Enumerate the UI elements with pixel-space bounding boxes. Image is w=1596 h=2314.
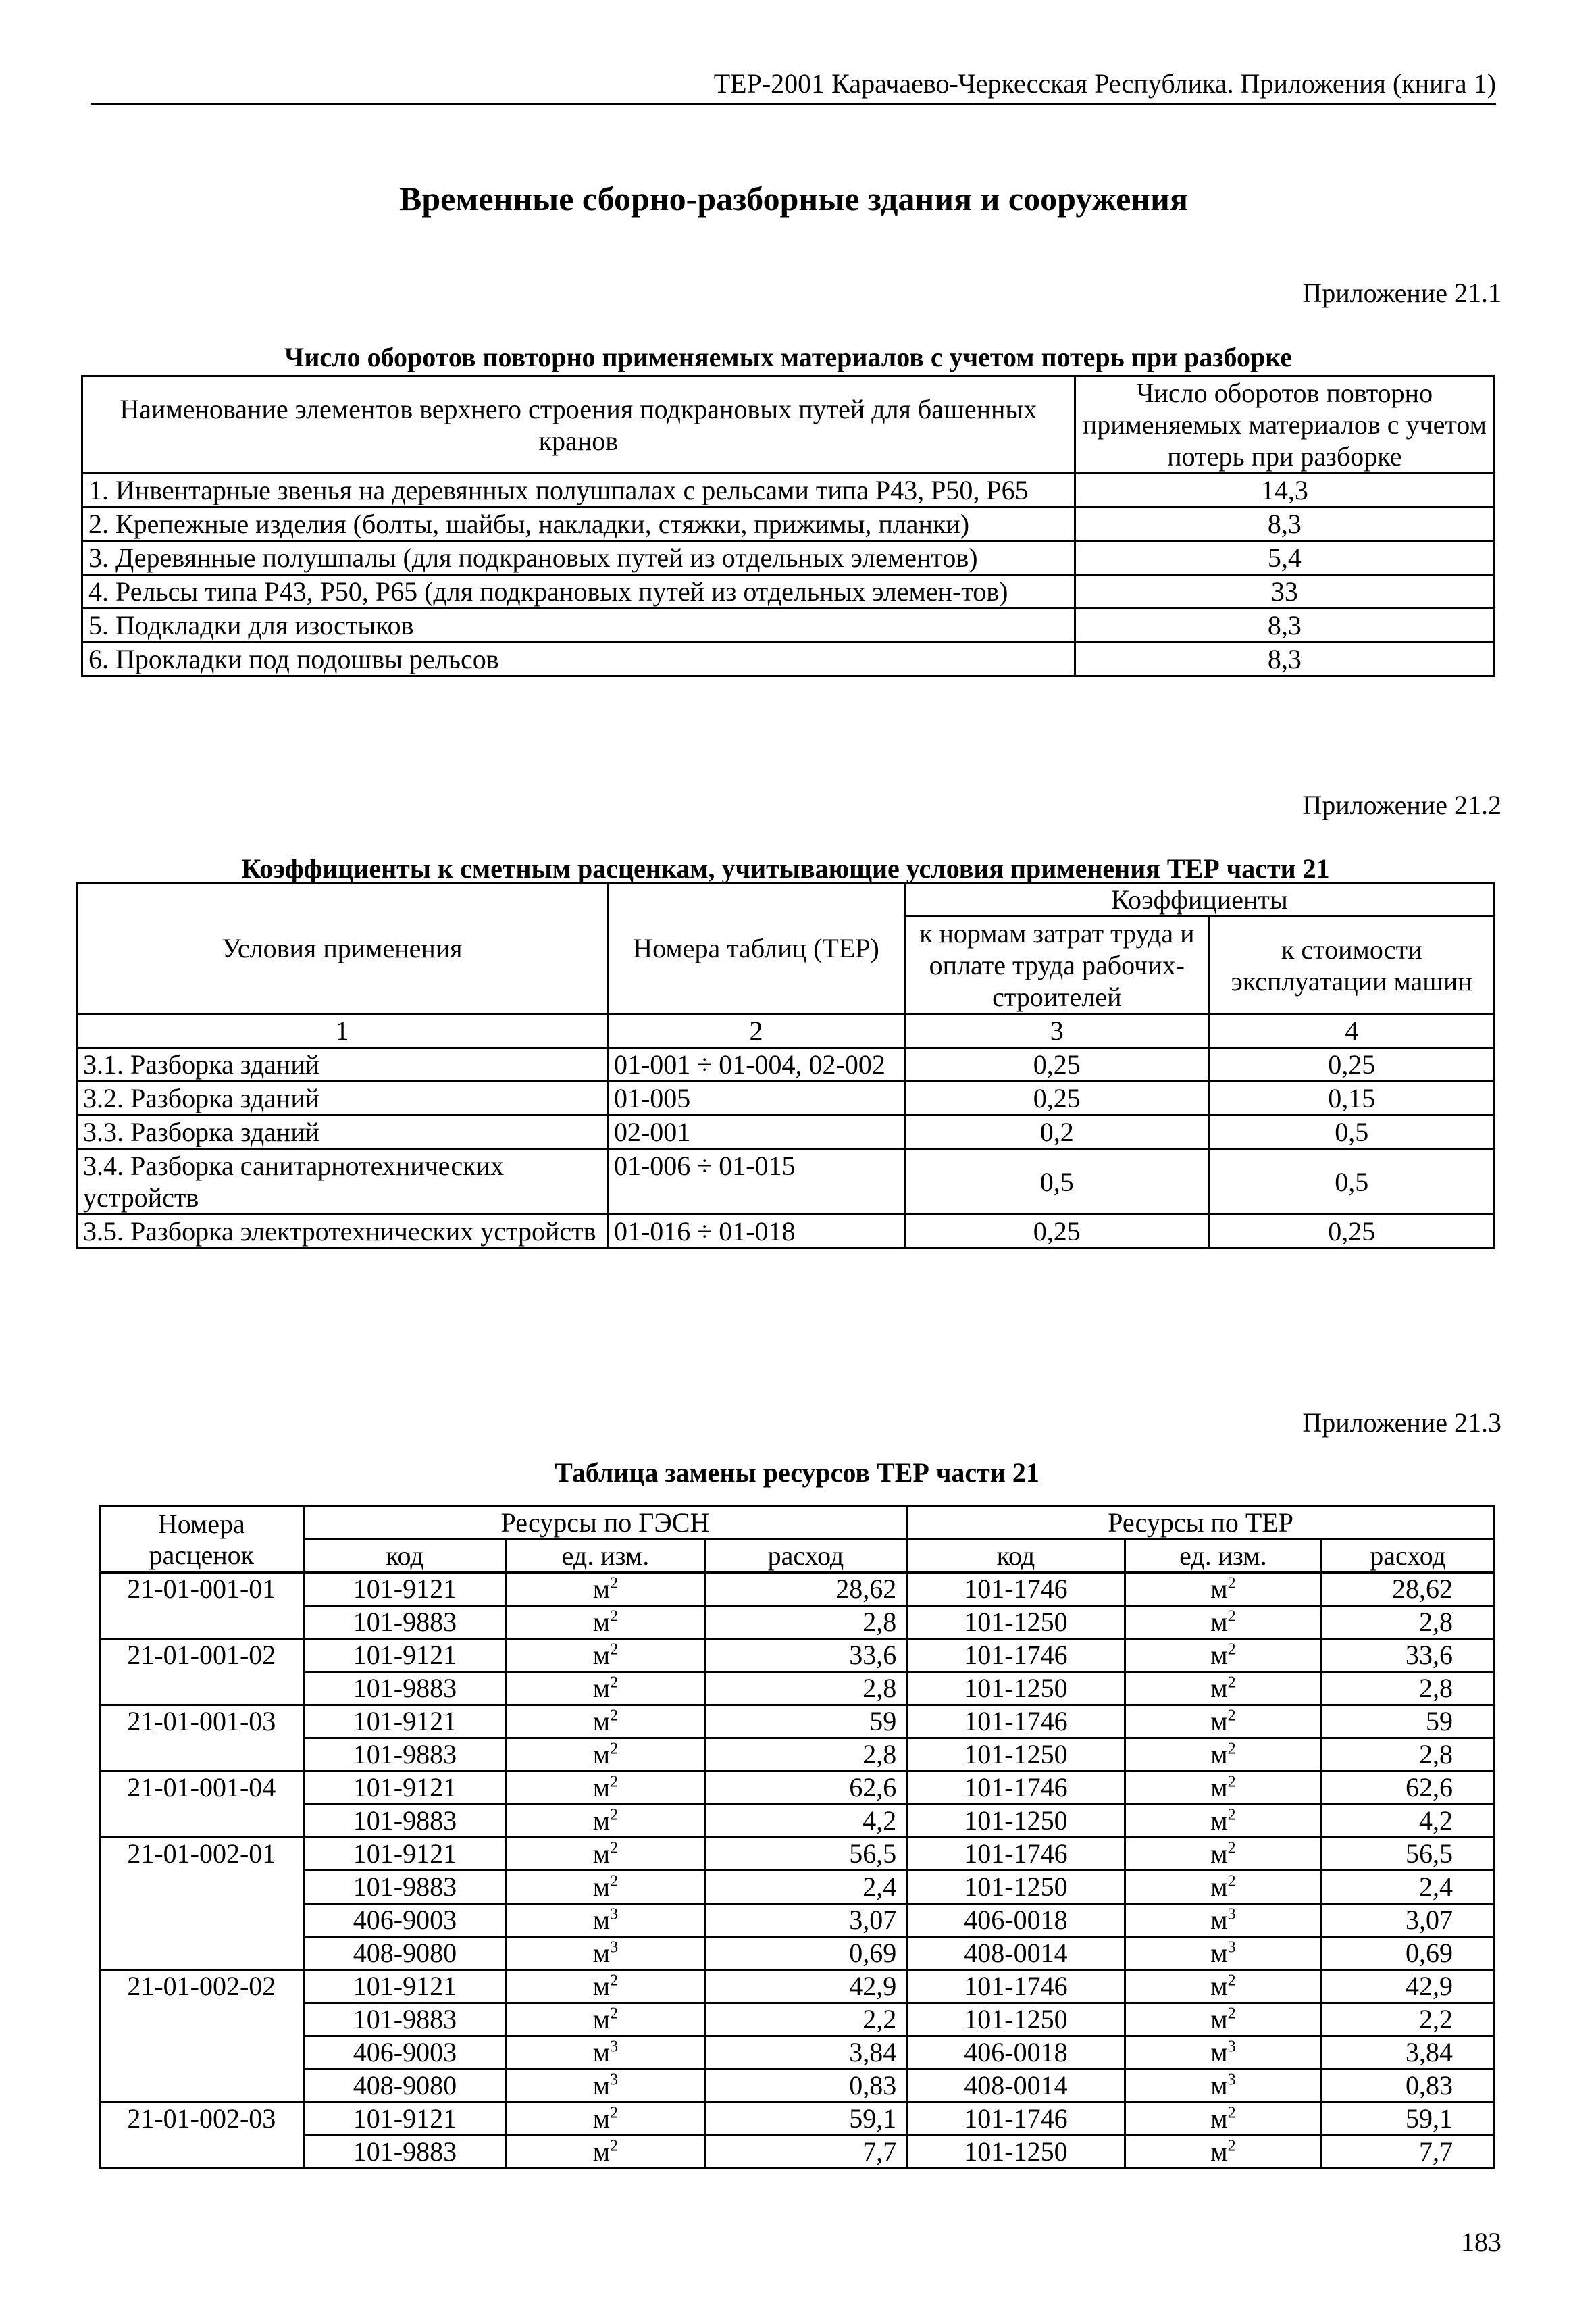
turnover-value: 8,3 — [1075, 609, 1494, 643]
gesn-unit-power: 2 — [610, 1574, 619, 1592]
ter-unit-text: м — [1210, 1971, 1228, 2001]
gesn-code: 101-9121 — [303, 1705, 507, 1738]
column-header-ter-code: код — [907, 1540, 1125, 1573]
machine-coefficient: 0,25 — [1209, 1048, 1495, 1082]
column-header-table-numbers: Номера таблиц (ТЕР) — [607, 883, 904, 1014]
column-header-ter-unit: ед. изм. — [1125, 1540, 1322, 1573]
gesn-unit-text: м — [592, 1938, 611, 1968]
gesn-unit-power: 2 — [610, 1806, 619, 1824]
column-header-gesn-code: код — [303, 1540, 507, 1573]
ter-code: 101-1250 — [907, 1738, 1125, 1771]
gesn-unit-text: м — [592, 2004, 611, 2034]
table-row — [100, 1838, 1495, 1871]
ter-unit — [1125, 1771, 1322, 1805]
gesn-unit-power: 2 — [610, 2137, 619, 2155]
column-header-coefficients: Коэффициенты — [905, 883, 1495, 917]
ter-unit — [1125, 2036, 1322, 2069]
rate-number: 21-01-001-03 — [100, 1705, 304, 1771]
gesn-unit-power: 2 — [610, 1971, 619, 1990]
table-row — [100, 2136, 1495, 2169]
condition: 3.3. Разборка зданий — [77, 1115, 608, 1149]
ter-unit-text: м — [1210, 1871, 1228, 1902]
ter-code: 101-1250 — [907, 1672, 1125, 1705]
ter-code: 101-1746 — [907, 1573, 1125, 1606]
ter-consumption: 3,84 — [1322, 2036, 1495, 2069]
ter-unit — [1125, 1705, 1322, 1738]
column-header-turnover: Число оборотов повторно применяемых материалов с учетом потерь при разборке — [1075, 376, 1494, 474]
labor-coefficient: 0,25 — [905, 1082, 1209, 1115]
gesn-unit-power: 3 — [610, 1905, 619, 1923]
gesn-consumption: 0,69 — [704, 1937, 907, 1970]
table-row — [82, 541, 1495, 575]
gesn-unit-power: 2 — [610, 1607, 619, 1626]
turnover-value: 8,3 — [1075, 643, 1494, 676]
table-row — [100, 2103, 1495, 2136]
ter-code: 101-1250 — [907, 1805, 1125, 1838]
gesn-unit-text: м — [592, 1805, 611, 1836]
element-name: 3. Деревянные полушпалы (для подкрановых путей из отдельных элементов) — [82, 541, 1075, 575]
column-header-conditions: Условия применения — [77, 883, 608, 1014]
condition: 3.4. Разборка санитарнотехнических устройств — [77, 1149, 608, 1215]
ter-unit-power: 2 — [1227, 1707, 1236, 1725]
gesn-unit-power: 3 — [610, 1938, 619, 1957]
gesn-unit-text: м — [592, 1871, 611, 1902]
ter-unit-text: м — [1210, 2004, 1228, 2034]
ter-unit-text: м — [1210, 1640, 1228, 1670]
gesn-unit — [507, 1573, 705, 1606]
element-name: 4. Рельсы типа Р43, Р50, Р65 (для подкрановых путей из отдельных элемен-тов) — [82, 575, 1075, 609]
ter-consumption: 59 — [1322, 1705, 1495, 1738]
turnover-table — [81, 375, 1495, 677]
gesn-code: 406-9003 — [303, 2036, 507, 2069]
column-number: 3 — [905, 1014, 1209, 1048]
gesn-unit-text: м — [592, 1772, 611, 1803]
gesn-unit-text: м — [592, 2136, 611, 2167]
turnover-value: 8,3 — [1075, 507, 1494, 541]
gesn-unit-text: м — [592, 1971, 611, 2001]
ter-unit-text: м — [1210, 2037, 1228, 2067]
ter-unit-text: м — [1210, 1706, 1228, 1736]
labor-coefficient: 0,25 — [905, 1215, 1209, 1249]
rate-number: 21-01-002-03 — [100, 2103, 304, 2169]
gesn-consumption: 4,2 — [704, 1805, 907, 1838]
gesn-code: 101-9883 — [303, 1871, 507, 1904]
ter-unit-text: м — [1210, 1805, 1228, 1836]
column-header-ter-resources: Ресурсы по ТЕР — [907, 1507, 1495, 1540]
element-name: 6. Прокладки под подошвы рельсов — [82, 643, 1075, 676]
gesn-code: 408-9080 — [303, 1937, 507, 1970]
table-row — [100, 2003, 1495, 2036]
gesn-consumption: 42,9 — [704, 1970, 907, 2003]
gesn-unit — [507, 2103, 705, 2136]
ter-code: 101-1746 — [907, 1639, 1125, 1672]
ter-code: 101-1250 — [907, 2003, 1125, 2036]
gesn-unit-power: 2 — [610, 1674, 619, 1692]
ter-unit — [1125, 2136, 1322, 2169]
gesn-unit — [507, 1805, 705, 1838]
ter-consumption: 42,9 — [1322, 1970, 1495, 2003]
gesn-unit — [507, 1738, 705, 1771]
table-row — [100, 1672, 1495, 1705]
table-row — [100, 1970, 1495, 2003]
ter-code: 408-0014 — [907, 2069, 1125, 2103]
ter-unit — [1125, 1639, 1322, 1672]
gesn-code: 101-9883 — [303, 2003, 507, 2036]
ter-unit — [1125, 1573, 1322, 1606]
ter-unit — [1125, 2103, 1322, 2136]
gesn-unit-text: м — [592, 1574, 611, 1604]
ter-consumption: 0,69 — [1322, 1937, 1495, 1970]
gesn-consumption: 33,6 — [704, 1639, 907, 1672]
table-row — [82, 575, 1495, 609]
gesn-consumption: 59 — [704, 1705, 907, 1738]
table-row — [100, 1937, 1495, 1970]
machine-coefficient: 0,25 — [1209, 1215, 1495, 1249]
ter-code: 406-0018 — [907, 1904, 1125, 1937]
ter-unit — [1125, 1606, 1322, 1639]
gesn-unit-text: м — [592, 2103, 611, 2134]
gesn-consumption: 2,2 — [704, 2003, 907, 2036]
column-header-rates: Номера расценок — [100, 1507, 304, 1573]
gesn-unit — [507, 1904, 705, 1937]
rate-number: 21-01-001-04 — [100, 1771, 304, 1838]
ter-code: 101-1746 — [907, 1970, 1125, 2003]
coefficients-table — [76, 882, 1495, 1249]
rate-number: 21-01-001-02 — [100, 1639, 304, 1705]
table-row — [100, 1639, 1495, 1672]
ter-unit-power: 2 — [1227, 1839, 1236, 1857]
gesn-unit — [507, 2136, 705, 2169]
turnover-value: 5,4 — [1075, 541, 1494, 575]
table-row — [82, 474, 1495, 507]
gesn-unit-power: 2 — [610, 1707, 619, 1725]
ter-unit-text: м — [1210, 1772, 1228, 1803]
table-numbers: 01-006 ÷ 01-015 — [607, 1149, 904, 1215]
gesn-unit — [507, 1639, 705, 1672]
column-number: 1 — [77, 1014, 608, 1048]
gesn-code: 101-9883 — [303, 1805, 507, 1838]
table-1-caption: Число оборотов повторно применяемых материалов с учетом потерь при разборке — [284, 342, 1293, 372]
ter-code: 101-1250 — [907, 2136, 1125, 2169]
gesn-unit — [507, 1871, 705, 1904]
ter-consumption: 62,6 — [1322, 1771, 1495, 1805]
gesn-consumption: 7,7 — [704, 2136, 907, 2169]
column-header-gesn-unit: ед. изм. — [507, 1540, 705, 1573]
ter-unit — [1125, 1838, 1322, 1871]
gesn-unit-text: м — [592, 1838, 611, 1869]
gesn-consumption: 2,8 — [704, 1672, 907, 1705]
gesn-unit-power: 3 — [610, 2071, 619, 2089]
ter-consumption: 0,83 — [1322, 2069, 1495, 2103]
ter-code: 408-0014 — [907, 1937, 1125, 1970]
ter-code: 101-1746 — [907, 1705, 1125, 1738]
ter-unit — [1125, 1738, 1322, 1771]
table-row — [100, 1738, 1495, 1771]
gesn-code: 101-9121 — [303, 1771, 507, 1805]
element-name: 1. Инвентарные звенья на деревянных полушпалах с рельсами типа Р43, Р50, Р65 — [82, 474, 1075, 507]
gesn-code: 101-9883 — [303, 1606, 507, 1639]
gesn-code: 101-9121 — [303, 2103, 507, 2136]
ter-unit-text: м — [1210, 2103, 1228, 2134]
table-row — [100, 1904, 1495, 1937]
ter-unit-power: 2 — [1227, 1640, 1236, 1659]
gesn-unit — [507, 2003, 705, 2036]
ter-code: 101-1746 — [907, 2103, 1125, 2136]
ter-unit-power: 2 — [1227, 2104, 1236, 2122]
table-row — [82, 507, 1495, 541]
gesn-unit — [507, 1937, 705, 1970]
gesn-unit-text: м — [592, 1739, 611, 1769]
rate-number: 21-01-002-02 — [100, 1970, 304, 2103]
column-header-labor: к нормам затрат труда и оплате труда рабочих-строителей — [905, 917, 1209, 1014]
table-numbers: 02-001 — [607, 1115, 904, 1149]
gesn-code: 101-9883 — [303, 1738, 507, 1771]
running-header: ТЕР-2001 Карачаево-Черкесская Республика. Приложения (книга 1) — [91, 68, 1496, 105]
rate-number: 21-01-002-01 — [100, 1838, 304, 1970]
condition: 3.5. Разборка электротехнических устройств — [77, 1215, 608, 1249]
gesn-code: 406-9003 — [303, 1904, 507, 1937]
machine-coefficient: 0,15 — [1209, 1082, 1495, 1115]
table-row — [100, 2036, 1495, 2069]
appendix-21-3-label: Приложение 21.3 — [1302, 1407, 1501, 1438]
ter-unit — [1125, 1805, 1322, 1838]
labor-coefficient: 0,2 — [905, 1115, 1209, 1149]
gesn-unit — [507, 2069, 705, 2103]
gesn-consumption: 3,07 — [704, 1904, 907, 1937]
ter-consumption: 7,7 — [1322, 2136, 1495, 2169]
ter-unit — [1125, 1672, 1322, 1705]
condition: 3.2. Разборка зданий — [77, 1082, 608, 1115]
gesn-code: 408-9080 — [303, 2069, 507, 2103]
gesn-unit-text: м — [592, 1706, 611, 1736]
column-header-machines: к стоимости эксплуатации машин — [1209, 917, 1495, 1014]
gesn-unit-power: 2 — [610, 1839, 619, 1857]
gesn-unit-text: м — [592, 2070, 611, 2101]
appendix-21-1-label: Приложение 21.1 — [1302, 278, 1501, 308]
table-3-caption: Таблица замены ресурсов ТЕР части 21 — [555, 1457, 1039, 1488]
gesn-consumption: 59,1 — [704, 2103, 907, 2136]
gesn-unit — [507, 1705, 705, 1738]
gesn-unit-power: 2 — [610, 1872, 619, 1890]
table-row — [100, 1573, 1495, 1606]
gesn-unit — [507, 1970, 705, 2003]
ter-consumption: 59,1 — [1322, 2103, 1495, 2136]
gesn-unit-text: м — [592, 1607, 611, 1637]
ter-unit-power: 2 — [1227, 1971, 1236, 1990]
ter-unit-text: м — [1210, 1739, 1228, 1769]
table-row — [100, 1771, 1495, 1805]
table-2-caption: Коэффициенты к сметным расценкам, учитывающие условия применения ТЕР части 21 — [241, 853, 1330, 884]
ter-unit-power: 2 — [1227, 1872, 1236, 1890]
table-row — [100, 1705, 1495, 1738]
ter-unit-power: 2 — [1227, 1806, 1236, 1824]
table-numbers: 01-016 ÷ 01-018 — [607, 1215, 904, 1249]
ter-consumption: 4,2 — [1322, 1805, 1495, 1838]
page-number: 183 — [1461, 2227, 1501, 2257]
gesn-unit-power: 3 — [610, 2038, 619, 2056]
gesn-unit-power: 2 — [610, 1640, 619, 1659]
ter-unit-text: м — [1210, 1673, 1228, 1703]
gesn-code: 101-9883 — [303, 1672, 507, 1705]
gesn-code: 101-9121 — [303, 1838, 507, 1871]
gesn-code: 101-9121 — [303, 1970, 507, 2003]
ter-consumption: 2,4 — [1322, 1871, 1495, 1904]
ter-unit-power: 3 — [1227, 1905, 1236, 1923]
ter-unit — [1125, 2069, 1322, 2103]
gesn-consumption: 0,83 — [704, 2069, 907, 2103]
gesn-consumption: 56,5 — [704, 1838, 907, 1871]
ter-unit-text: м — [1210, 1905, 1228, 1935]
ter-consumption: 2,2 — [1322, 2003, 1495, 2036]
column-header-gesn-consumption: расход — [704, 1540, 907, 1573]
gesn-consumption: 2,8 — [704, 1606, 907, 1639]
table-row — [77, 1048, 1495, 1082]
ter-unit-power: 3 — [1227, 2071, 1236, 2089]
ter-unit-power: 2 — [1227, 2005, 1236, 2023]
ter-consumption: 2,8 — [1322, 1738, 1495, 1771]
ter-unit — [1125, 1937, 1322, 1970]
column-header-element-name: Наименование элементов верхнего строения подкрановых путей для башенных кранов — [82, 376, 1075, 474]
gesn-unit — [507, 1672, 705, 1705]
ter-unit-power: 2 — [1227, 1740, 1236, 1758]
condition: 3.1. Разборка зданий — [77, 1048, 608, 1082]
table-row — [82, 609, 1495, 643]
ter-unit-power: 2 — [1227, 2137, 1236, 2155]
page-title: Временные сборно-разборные здания и сооружения — [398, 180, 1189, 218]
gesn-unit — [507, 1838, 705, 1871]
ter-unit — [1125, 1904, 1322, 1937]
element-name: 2. Крепежные изделия (болты, шайбы, накладки, стяжки, прижимы, планки) — [82, 507, 1075, 541]
gesn-unit-text: м — [592, 1905, 611, 1935]
ter-unit-power: 2 — [1227, 1773, 1236, 1791]
ter-unit-text: м — [1210, 1607, 1228, 1637]
gesn-consumption: 3,84 — [704, 2036, 907, 2069]
ter-unit-text: м — [1210, 1574, 1228, 1604]
appendix-21-2-label: Приложение 21.2 — [1302, 790, 1501, 820]
column-header-gesn-resources: Ресурсы по ГЭСН — [303, 1507, 907, 1540]
resource-replacement-table — [99, 1505, 1495, 2169]
column-header-ter-consumption: расход — [1322, 1540, 1495, 1573]
ter-unit-power: 3 — [1227, 1938, 1236, 1957]
ter-unit — [1125, 1970, 1322, 2003]
gesn-consumption: 2,8 — [704, 1738, 907, 1771]
ter-unit-power: 3 — [1227, 2038, 1236, 2056]
ter-unit-text: м — [1210, 1938, 1228, 1968]
gesn-unit — [507, 2036, 705, 2069]
ter-unit-power: 2 — [1227, 1674, 1236, 1692]
table-row — [77, 1149, 1495, 1215]
element-name: 5. Подкладки для изостыков — [82, 609, 1075, 643]
gesn-unit-text: м — [592, 1640, 611, 1670]
gesn-code: 101-9121 — [303, 1639, 507, 1672]
gesn-unit — [507, 1771, 705, 1805]
gesn-code: 101-9883 — [303, 2136, 507, 2169]
column-number: 2 — [607, 1014, 904, 1048]
ter-code: 101-1250 — [907, 1871, 1125, 1904]
ter-consumption: 3,07 — [1322, 1904, 1495, 1937]
table-row — [100, 1805, 1495, 1838]
column-number: 4 — [1209, 1014, 1495, 1048]
table-row — [100, 1871, 1495, 1904]
turnover-value: 33 — [1075, 575, 1494, 609]
gesn-consumption: 28,62 — [704, 1573, 907, 1606]
table-row — [82, 643, 1495, 676]
gesn-consumption: 62,6 — [704, 1771, 907, 1805]
gesn-consumption: 2,4 — [704, 1871, 907, 1904]
ter-unit-text: м — [1210, 2070, 1228, 2101]
gesn-unit-power: 2 — [610, 2005, 619, 2023]
ter-consumption: 2,8 — [1322, 1606, 1495, 1639]
ter-consumption: 28,62 — [1322, 1573, 1495, 1606]
ter-unit — [1125, 1871, 1322, 1904]
ter-unit-text: м — [1210, 2136, 1228, 2167]
machine-coefficient: 0,5 — [1209, 1149, 1495, 1215]
table-row — [100, 1606, 1495, 1639]
turnover-value: 14,3 — [1075, 474, 1494, 507]
ter-unit-power: 2 — [1227, 1574, 1236, 1592]
ter-code: 406-0018 — [907, 2036, 1125, 2069]
table-row — [77, 1215, 1495, 1249]
gesn-unit-power: 2 — [610, 2104, 619, 2122]
gesn-unit-power: 2 — [610, 1773, 619, 1791]
gesn-code: 101-9121 — [303, 1573, 507, 1606]
ter-consumption: 33,6 — [1322, 1639, 1495, 1672]
labor-coefficient: 0,5 — [905, 1149, 1209, 1215]
table-row — [77, 1082, 1495, 1115]
table-row — [100, 2069, 1495, 2103]
gesn-unit-text: м — [592, 1673, 611, 1703]
ter-code: 101-1746 — [907, 1838, 1125, 1871]
gesn-unit-power: 2 — [610, 1740, 619, 1758]
table-row — [77, 1115, 1495, 1149]
gesn-unit — [507, 1606, 705, 1639]
machine-coefficient: 0,5 — [1209, 1115, 1495, 1149]
ter-code: 101-1250 — [907, 1606, 1125, 1639]
ter-unit-power: 2 — [1227, 1607, 1236, 1626]
ter-unit-text: м — [1210, 1838, 1228, 1869]
ter-unit — [1125, 2003, 1322, 2036]
table-numbers: 01-001 ÷ 01-004, 02-002 — [607, 1048, 904, 1082]
ter-code: 101-1746 — [907, 1771, 1125, 1805]
table-numbers: 01-005 — [607, 1082, 904, 1115]
labor-coefficient: 0,25 — [905, 1048, 1209, 1082]
ter-consumption: 56,5 — [1322, 1838, 1495, 1871]
ter-consumption: 2,8 — [1322, 1672, 1495, 1705]
gesn-unit-text: м — [592, 2037, 611, 2067]
rate-number: 21-01-001-01 — [100, 1573, 304, 1639]
